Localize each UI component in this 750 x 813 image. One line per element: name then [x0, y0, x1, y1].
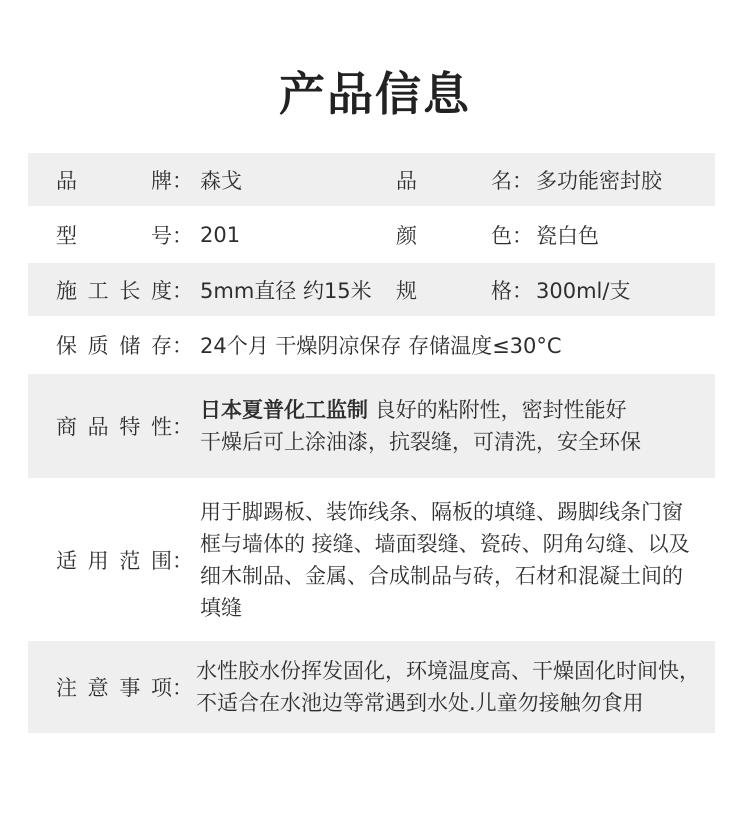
features-label: [56, 374, 196, 478]
scope-line: 细木制品、金属、合成制品与砖，石材和混凝土间的: [200, 563, 683, 588]
row-scope: [28, 480, 715, 639]
label-char: 品: [396, 168, 417, 193]
row-storage: [28, 318, 715, 371]
label-char: 注: [56, 676, 77, 700]
label-char: 存: [150, 333, 172, 358]
color-label: [396, 208, 533, 261]
notes-label-text: [56, 672, 172, 702]
colon: ：: [512, 168, 533, 193]
notes-value: [196, 641, 700, 733]
features-line: [200, 394, 641, 426]
label-char: 格: [491, 278, 512, 303]
brand-label: [56, 153, 196, 206]
label-char: 规: [396, 278, 417, 303]
model-value: 201: [200, 222, 241, 247]
row-brand: [28, 153, 715, 206]
construction-label: [56, 263, 196, 316]
label-char: 品: [87, 415, 109, 439]
label-char: 品: [56, 168, 77, 193]
colon: ：: [172, 168, 193, 193]
construction-label-text: [56, 275, 172, 305]
color-label-text: [396, 220, 512, 250]
label-char: 施: [56, 278, 77, 303]
label-char: 号: [151, 223, 172, 248]
storage-label-text: [56, 330, 172, 360]
label-char: 质: [87, 333, 109, 358]
label-char: 范: [119, 548, 141, 573]
product-name-value: 多功能密封胶: [536, 168, 662, 193]
label-char: 用: [87, 548, 109, 573]
notes-line: 水性胶水份挥发固化，环境温度高、干燥固化时间快，: [196, 659, 700, 683]
label-char: 型: [56, 223, 77, 248]
label-char: 颜: [396, 223, 417, 248]
label-char: 长: [119, 278, 141, 303]
model-label-text: [56, 220, 172, 250]
label-char: 性: [150, 415, 172, 439]
label-char: 特: [119, 415, 141, 439]
notes-line: 不适合在水池边等常遇到水处.儿童勿接触勿食用: [196, 691, 644, 715]
scope-line: 用于脚踢板、装饰线条、隔板的填缝、踢脚线条门窗: [200, 499, 683, 524]
label-char: 意: [87, 676, 109, 700]
colon: ：: [172, 223, 193, 248]
colon: ：: [512, 278, 533, 303]
features-line: 干燥后可上涂油漆，抗裂缝，可清洗，安全环保: [200, 430, 641, 454]
brand-label-text: [56, 165, 172, 195]
scope-label-text: [56, 545, 172, 575]
label-char: 度: [150, 278, 172, 303]
scope-label: [56, 480, 196, 639]
label-char: 名: [491, 168, 512, 193]
colon: ：: [172, 333, 193, 358]
features-line1-rest: 良好的粘附性，密封性能好: [368, 398, 627, 422]
colon: ：: [172, 676, 193, 700]
label-char: 工: [87, 278, 109, 303]
label-char: 适: [56, 548, 77, 573]
colon: ：: [172, 278, 193, 303]
row-model: [28, 208, 715, 261]
row-construction: [28, 263, 715, 316]
label-char: 保: [56, 333, 77, 358]
model-label: [56, 208, 196, 261]
storage-value: 24个月 干燥阴凉保存 存储温度≤30°C: [200, 333, 562, 358]
row-features: [28, 374, 715, 478]
features-highlight: 日本夏普化工监制: [200, 398, 368, 422]
features-value: [200, 374, 641, 478]
colon: ：: [512, 223, 533, 248]
colon: ：: [172, 415, 193, 439]
product-name-label-text: [396, 165, 512, 195]
product-name-label: [396, 153, 533, 206]
scope-line: 框与墙体的 接缝、墙面裂缝、瓷砖、阴角勾缝、以及: [200, 531, 690, 556]
brand-value: 森戈: [200, 168, 242, 193]
spec-label-text: [396, 275, 512, 305]
storage-label: [56, 318, 196, 371]
color-value: 瓷白色: [536, 223, 599, 248]
label-char: 商: [56, 415, 77, 439]
scope-line: 填缝: [200, 595, 242, 620]
label-char: 牌: [151, 168, 172, 193]
label-char: 项: [150, 676, 172, 700]
label-char: 储: [119, 333, 141, 358]
label-char: 事: [119, 676, 141, 700]
features-label-text: [56, 411, 172, 441]
notes-label: [56, 641, 196, 733]
label-char: 围: [150, 548, 172, 573]
scope-value: [200, 480, 690, 639]
construction-value: 5mm直径 约15米: [200, 278, 372, 303]
spec-label: [396, 263, 533, 316]
page-title: 产品信息: [279, 67, 471, 121]
label-char: 色: [491, 223, 512, 248]
row-notes: [28, 641, 715, 733]
spec-value: 300ml/支: [536, 278, 631, 303]
colon: ：: [172, 548, 193, 573]
